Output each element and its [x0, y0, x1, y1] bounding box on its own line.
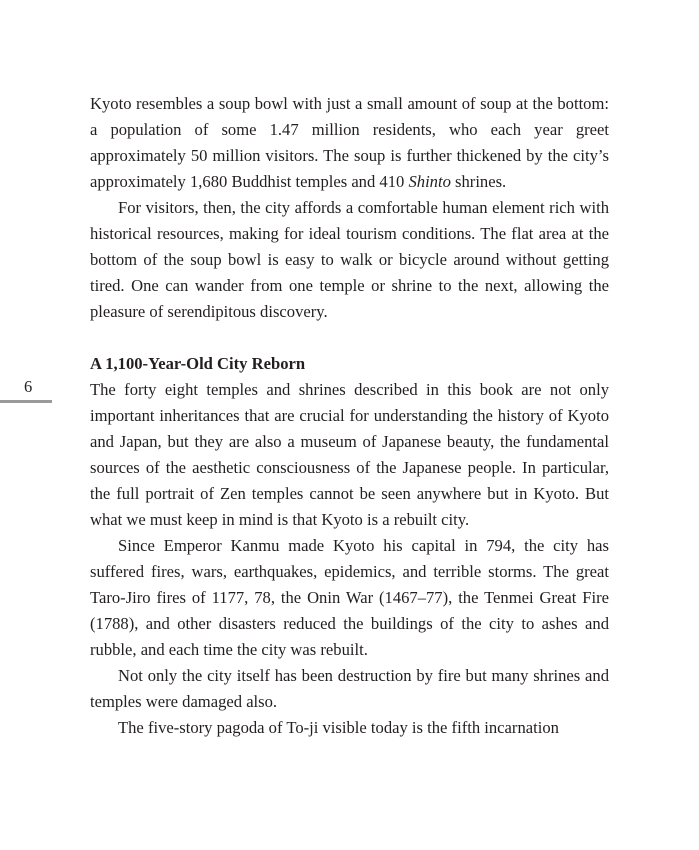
paragraph-2: For visitors, then, the city affords a comfortable human element rich with historical resources, making for ideal tourism conditions. The flat area at the bottom of the soup bowl is easy to walk or bicycle around without getting tired. One can wander from one temple or shrine to the next, allowing the pleasure of serendipitous discovery. [90, 198, 609, 321]
paragraph-3: The forty eight temples and shrines described in this book are not only important inheritances that are crucial for understanding the history of Kyoto and Japan, but they are also a museum of Japanese beauty, the fundamental sources of the aesthetic consciousness of the Japanese people. In particular, the full portrait of Zen temples cannot be seen anywhere but in Kyoto. But what we must keep in mind is that Kyoto is a rebuilt city. [90, 380, 609, 529]
paragraph-1 [90, 91, 609, 195]
paragraph-5: Not only the city itself has been destruction by fire but many shrines and temples were damaged also. [90, 666, 609, 711]
section-heading: A 1,100-Year-Old City Reborn [90, 354, 306, 373]
page-number: 6 [24, 377, 33, 396]
paragraph-1-text: Kyoto resembles a soup bowl with just a small amount of soup at the bottom: a population of some 1.47 million residents, who each year greet approximately 50 million visitors. The soup is further thickened by the city’s approximately 1,680 Buddhist temples and 410 [90, 94, 609, 191]
page-number-rule [0, 400, 52, 403]
shinto-italic-word: Shinto [408, 172, 451, 191]
body-text [90, 91, 609, 741]
paragraph-6: The five-story pagoda of To-ji visible today is the fifth incarnation [118, 718, 559, 737]
paragraph-4: Since Emperor Kanmu made Kyoto his capital in 794, the city has suffered fires, wars, earthquakes, epidemics, and terrible storms. The great Taro-Jiro fires of 1177, 78, the Onin War (1467–77), the Tenmei Great Fire (1788), and other disasters reduced the buildings of the city to ashes and rubble, and each time the city was rebuilt. [90, 536, 609, 659]
paragraph-1-ending: shrines. [450, 172, 507, 191]
